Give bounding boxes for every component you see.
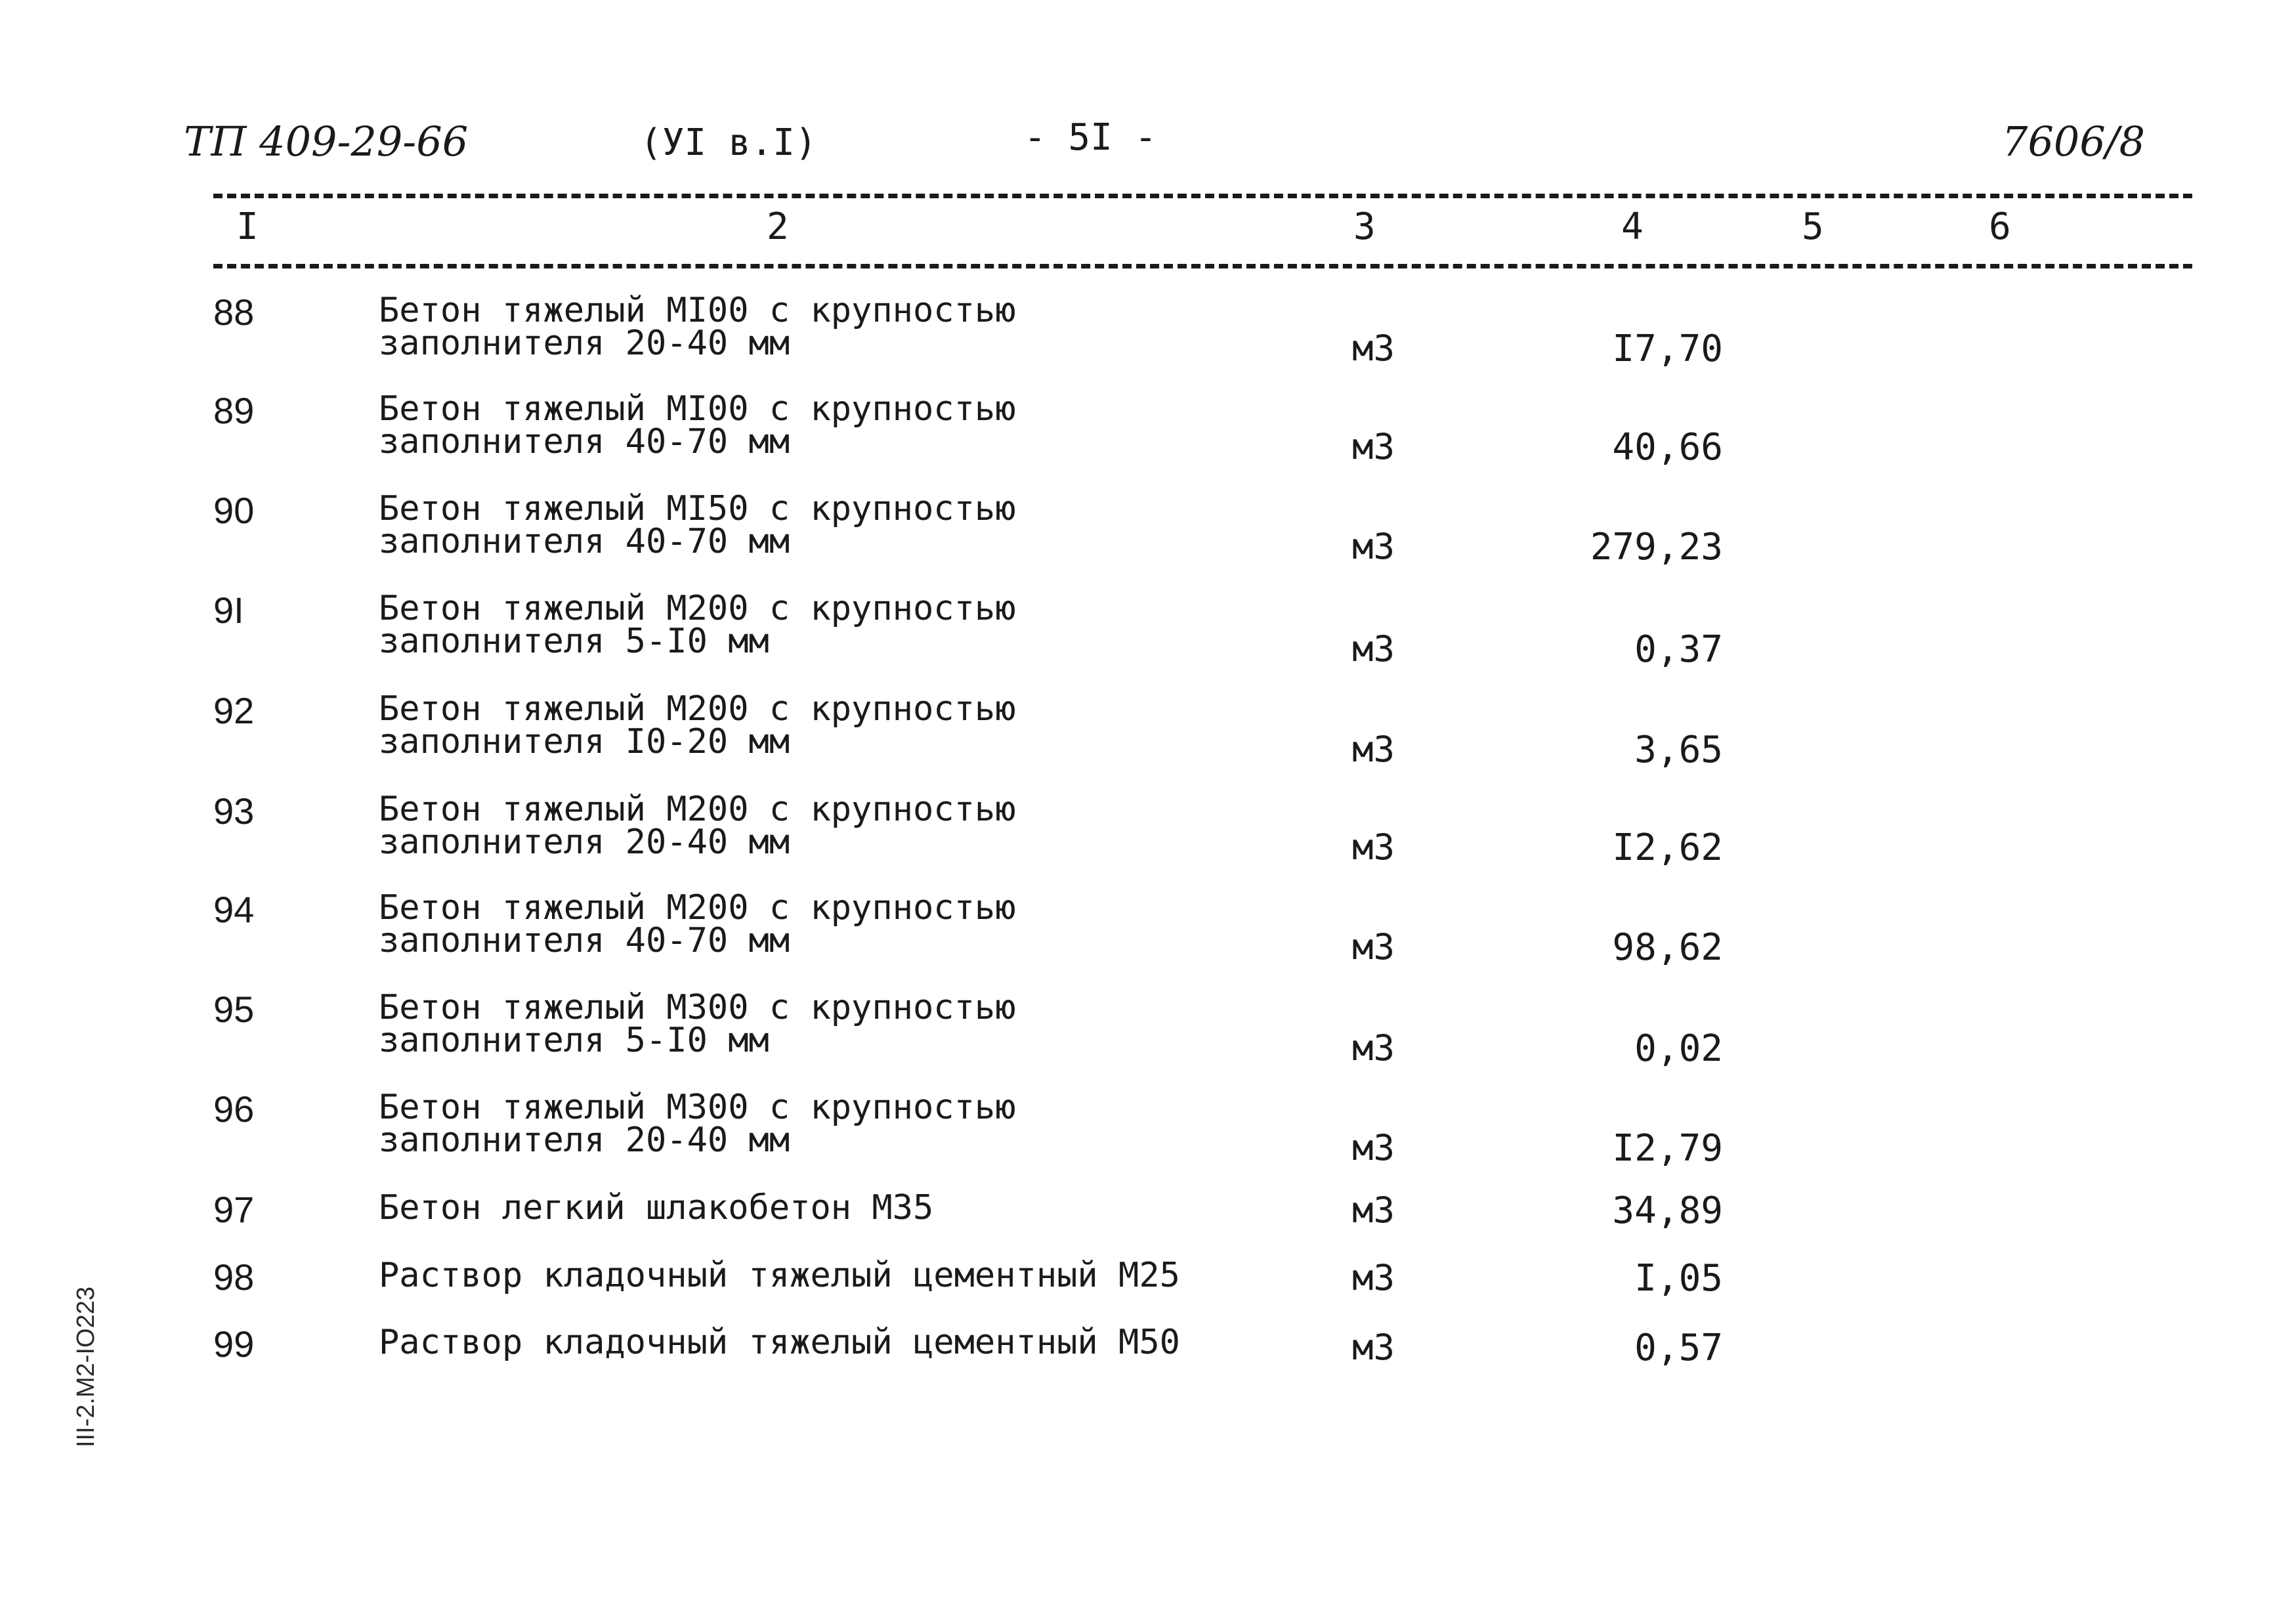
row-description: Раствор кладочный тяжелый цементный М50 [379, 1323, 1180, 1362]
row-quantity: 0,02 [1634, 1027, 1723, 1070]
row-description: Бетон тяжелый М200 с крупностью заполнителя 5-I0 мм [379, 589, 1016, 661]
row-unit: м3 [1352, 1189, 1395, 1231]
row-number: 88 [213, 291, 255, 333]
row-description: Бетон тяжелый МI00 с крупностью заполнителя 20-40 мм [379, 291, 1016, 363]
header-bottom-rule [213, 264, 2192, 268]
row-description: Бетон тяжелый М300 с крупностью заполнителя 20-40 мм [379, 1088, 1016, 1160]
row-description: Бетон тяжелый МI00 с крупностью заполнителя 40-70 мм [379, 389, 1016, 461]
row-quantity: I,05 [1634, 1257, 1723, 1300]
row-description: Бетон тяжелый М200 с крупностью заполнителя 40-70 мм [379, 888, 1016, 960]
row-quantity: I7,70 [1612, 328, 1723, 370]
page-number: - 5I - [1024, 116, 1157, 159]
row-number: 97 [213, 1189, 255, 1230]
row-unit: м3 [1352, 926, 1395, 968]
row-unit: м3 [1352, 1127, 1395, 1168]
row-number: 95 [213, 989, 255, 1030]
margin-stamp: III-2.M2-IO223 [72, 1287, 100, 1447]
column-number-1: I [236, 205, 259, 248]
row-quantity: 279,23 [1590, 526, 1723, 568]
row-unit: м3 [1352, 1027, 1395, 1069]
row-unit: м3 [1352, 328, 1395, 369]
row-number: 92 [213, 690, 255, 731]
row-number: 99 [213, 1323, 255, 1365]
volume-label: (УI в.I) [640, 121, 817, 164]
row-number: 98 [213, 1256, 255, 1298]
header-top-rule [213, 194, 2192, 198]
row-quantity: 0,57 [1634, 1327, 1723, 1369]
row-description: Бетон тяжелый МI50 с крупностью заполнителя 40-70 мм [379, 489, 1016, 561]
row-description: Бетон тяжелый М200 с крупностью заполнителя 20-40 мм [379, 790, 1016, 862]
row-unit: м3 [1352, 628, 1395, 670]
row-quantity: 3,65 [1634, 729, 1723, 771]
column-number-3: 3 [1353, 205, 1376, 248]
row-unit: м3 [1352, 1257, 1395, 1298]
row-unit: м3 [1352, 1327, 1395, 1368]
row-unit: м3 [1352, 526, 1395, 567]
row-number: 9I [213, 589, 244, 631]
row-number: 94 [213, 889, 255, 930]
row-unit: м3 [1352, 826, 1395, 868]
column-number-6: 6 [1989, 205, 2011, 248]
row-quantity: 40,66 [1612, 426, 1723, 469]
row-number: 90 [213, 490, 255, 531]
row-unit: м3 [1352, 426, 1395, 467]
row-number: 93 [213, 790, 255, 832]
row-number: 89 [213, 390, 255, 431]
row-description: Бетон тяжелый М200 с крупностью заполнителя I0-20 мм [379, 689, 1016, 761]
row-description: Бетон легкий шлакобетон М35 [379, 1188, 934, 1228]
row-quantity: I2,62 [1612, 826, 1723, 869]
row-description: Бетон тяжелый М300 с крупностью заполнителя 5-I0 мм [379, 988, 1016, 1060]
sheet-code: 7606/8 [2002, 118, 2146, 165]
document-code: ТП 409-29-66 [184, 118, 469, 165]
column-number-4: 4 [1621, 205, 1644, 248]
row-description: Раствор кладочный тяжелый цементный М25 [379, 1256, 1180, 1295]
row-unit: м3 [1352, 729, 1395, 770]
row-quantity: I2,79 [1612, 1127, 1723, 1170]
row-number: 96 [213, 1088, 255, 1130]
row-quantity: 0,37 [1634, 628, 1723, 671]
column-number-2: 2 [767, 205, 789, 248]
column-number-5: 5 [1802, 205, 1824, 248]
row-quantity: 98,62 [1612, 926, 1723, 969]
row-quantity: 34,89 [1612, 1189, 1723, 1232]
